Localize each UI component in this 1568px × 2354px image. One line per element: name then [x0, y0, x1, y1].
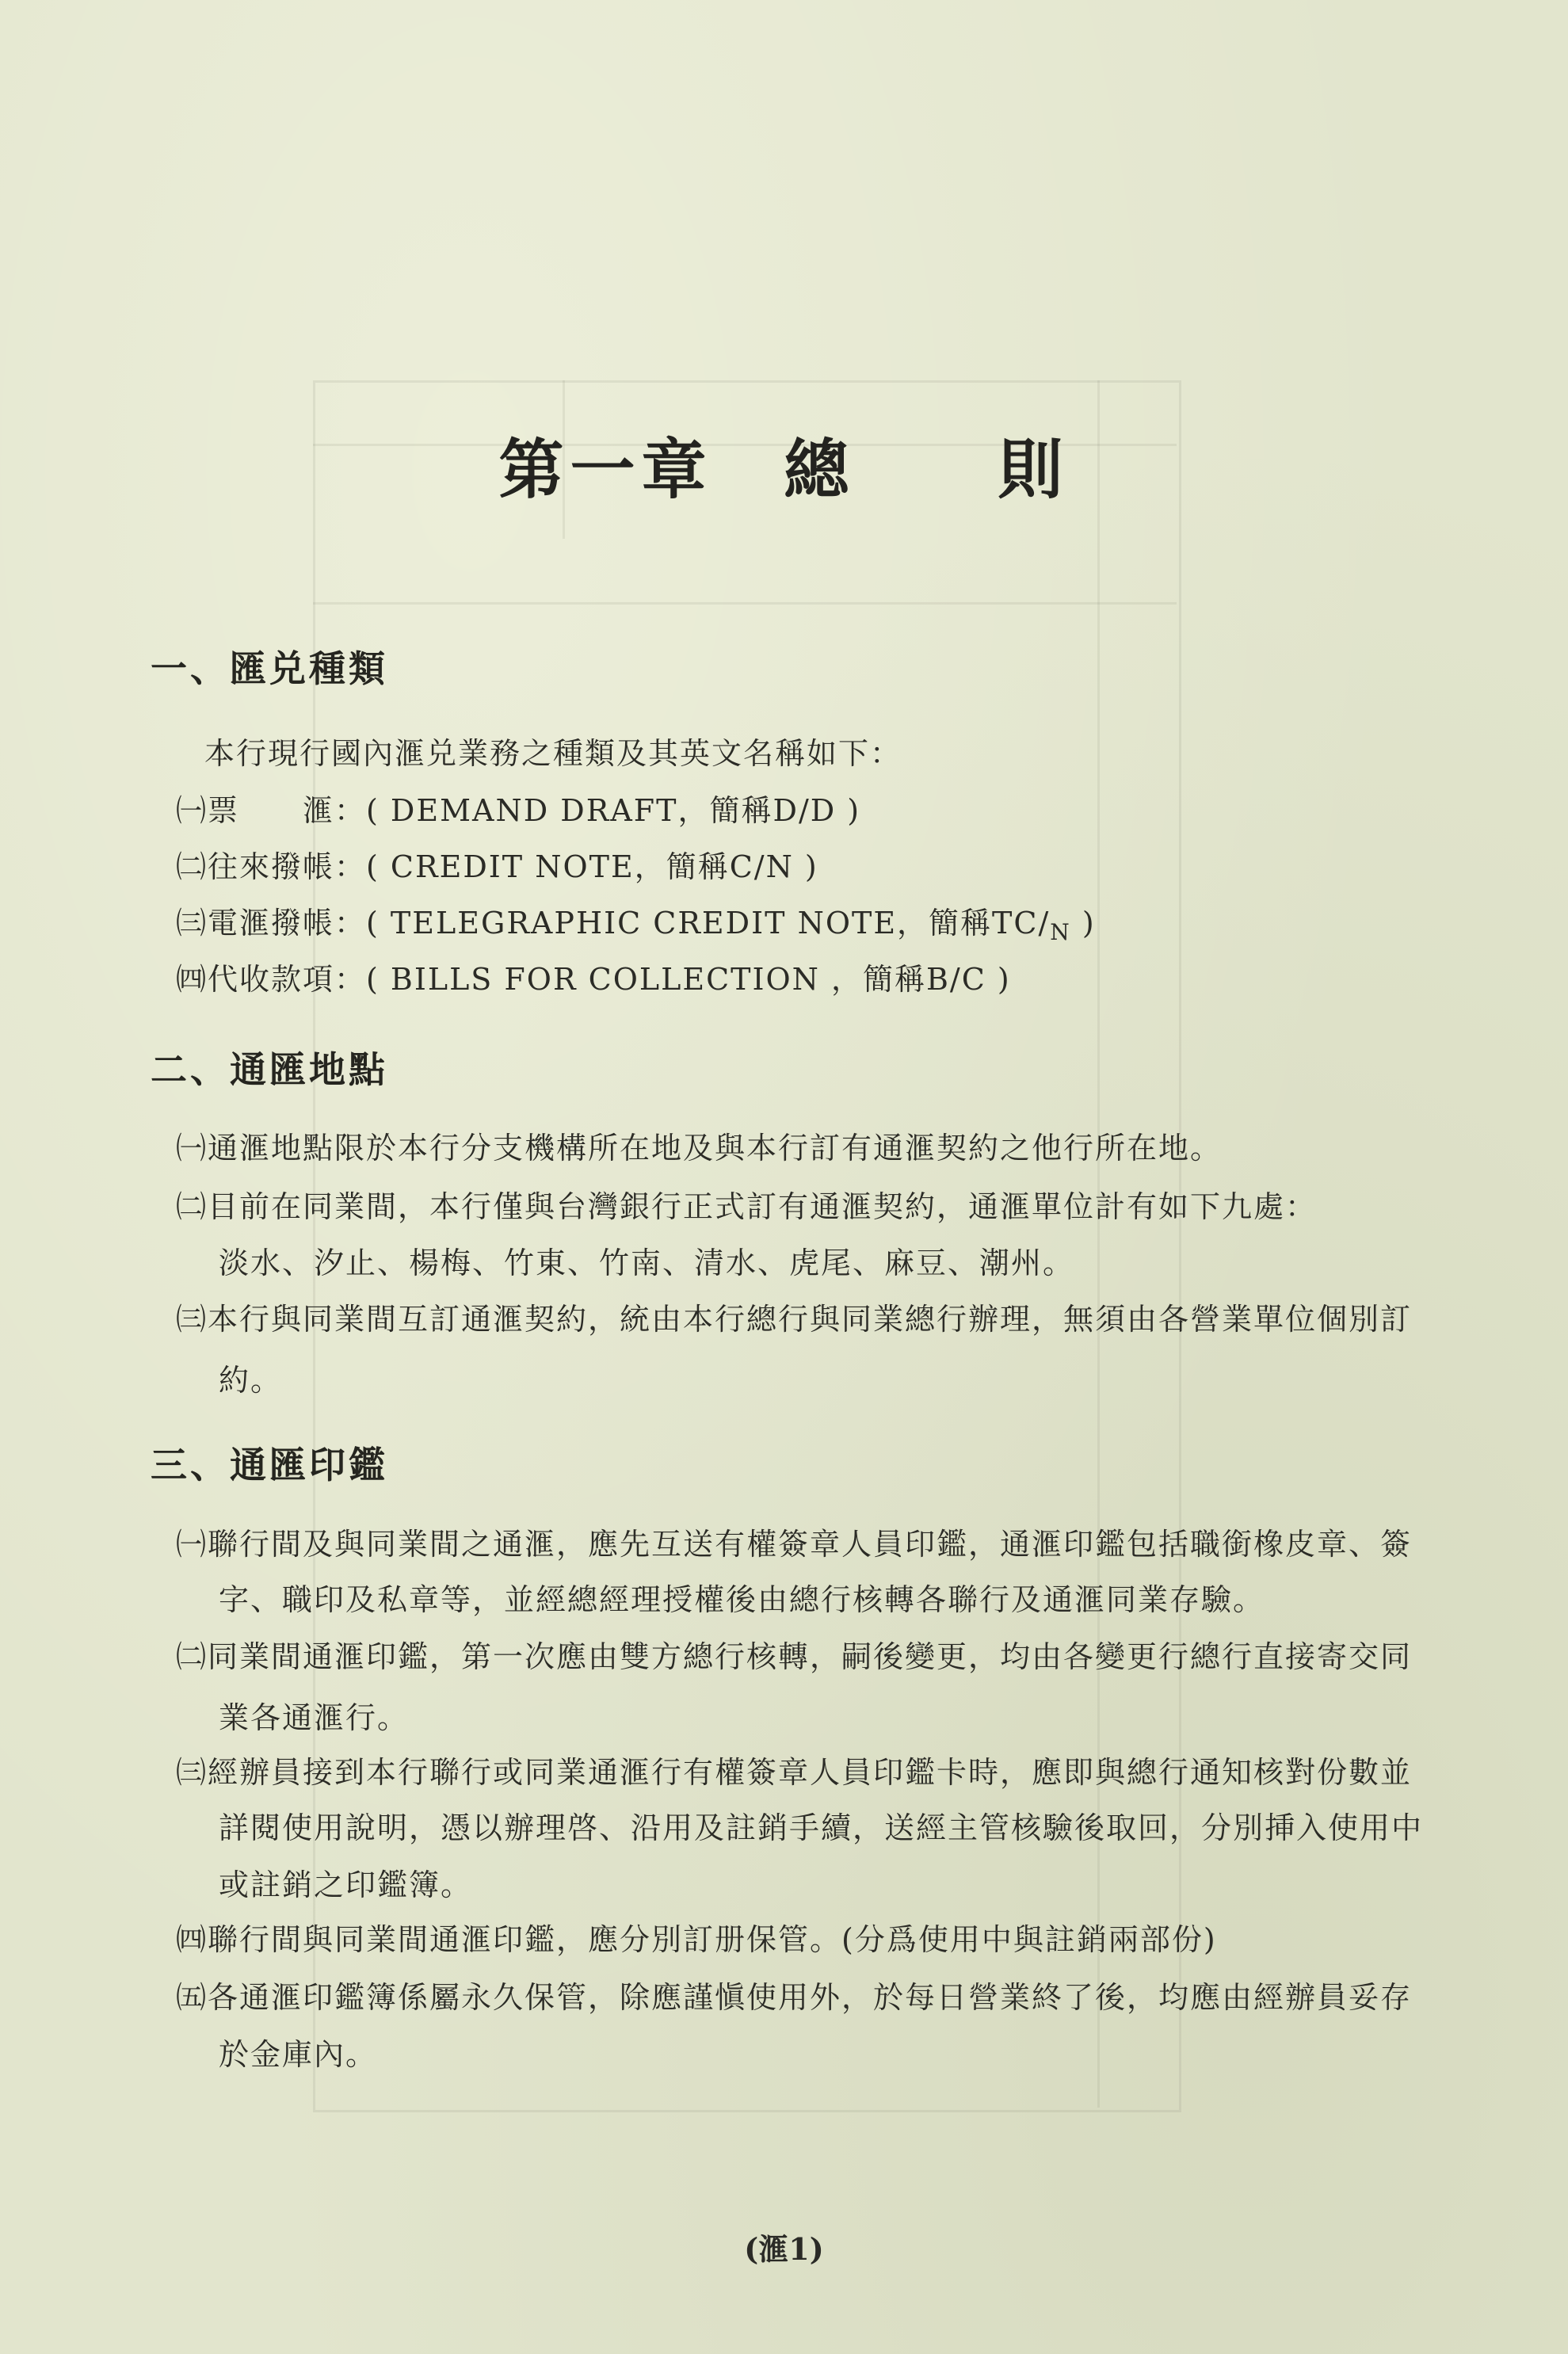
- section-heading-remittance-locations: 二、通匯地點: [151, 1048, 388, 1091]
- list-item: ㈡目前在同業間，本行僅與台灣銀行正式訂有通滙契約，通滙單位計有如下九處：: [176, 1189, 1318, 1224]
- list-item: ㈣聯行間與同業間通滙印鑑，應分別訂册保管。(分爲使用中與註銷兩部份): [176, 1922, 1217, 1957]
- list-item-continuation: 於金庫內。: [219, 2037, 378, 2072]
- list-item-demand-draft: ㈠票 滙：( DEMAND DRAFT，簡稱D/D ): [176, 793, 861, 828]
- reverse-side-rule: [1097, 380, 1100, 2108]
- list-item-bills-for-collection: ㈣代收款項：( BILLS FOR COLLECTION ，簡稱B/C ): [176, 962, 1011, 997]
- list-item-continuation: 詳閱使用說明，憑以辦理啓、沿用及註銷手續，送經主管核驗後取回，分別挿入使用中: [219, 1810, 1424, 1845]
- page-number: (滙1): [744, 2231, 824, 2267]
- list-item: ㈠聯行間及與同業間之通滙，應先互送有權簽章人員印鑑，通滙印鑑包括職銜橡皮章、簽: [176, 1527, 1413, 1562]
- list-item: ㈠通滙地點限於本行分支機構所在地及與本行訂有通滙契約之他行所在地。: [176, 1131, 1223, 1166]
- subscript-n: N: [1050, 919, 1071, 945]
- list-item-text: ㈢電滙撥帳：( TELEGRAPHIC CREDIT NOTE，簡稱TC/: [176, 906, 1051, 940]
- list-item: ㈢本行與同業間互訂通滙契約，統由本行總行與同業總行辦理，無須由各營業單位個別訂: [176, 1302, 1413, 1337]
- list-item-continuation: 淡水、汐止、楊梅、竹東、竹南、清水、虎尾、麻豆、潮州。: [219, 1246, 1075, 1280]
- paragraph-line: 本行現行國內滙兑業務之種類及其英文名稱如下：: [204, 736, 902, 771]
- reverse-side-rule: [313, 602, 1177, 605]
- chapter-title: 第一章 總 則: [498, 432, 1070, 508]
- list-item-credit-note: ㈡往來撥帳：( CREDIT NOTE，簡稱C/N ): [176, 849, 818, 884]
- list-item-continuation: 約。: [219, 1363, 283, 1398]
- list-item-text-end: ): [1070, 906, 1096, 940]
- list-item: ㈢經辦員接到本行聯行或同業通滙行有權簽章人員印鑑卡時，應即與總行通知核對份數並: [176, 1755, 1413, 1790]
- list-item: ㈤各通滙印鑑簿係屬永久保管，除應謹愼使用外，於每日營業終了後，均應由經辦員妥存: [176, 1980, 1413, 2015]
- section-heading-remittance-seals: 三、通匯印鑑: [151, 1444, 388, 1486]
- section-heading-remittance-types: 一、匯兑種類: [151, 647, 388, 690]
- list-item-telegraphic-credit-note: [176, 898, 1096, 945]
- list-item-continuation: 或註銷之印鑑簿。: [219, 1868, 473, 1902]
- list-item-continuation: 字、職印及私章等，並經總經理授權後由總行核轉各聯行及通滙同業存驗。: [219, 1582, 1265, 1617]
- list-item-continuation: 業各通滙行。: [219, 1700, 410, 1735]
- list-item: ㈡同業間通滙印鑑，第一次應由雙方總行核轉，嗣後變更，均由各變更行總行直接寄交同: [176, 1639, 1413, 1674]
